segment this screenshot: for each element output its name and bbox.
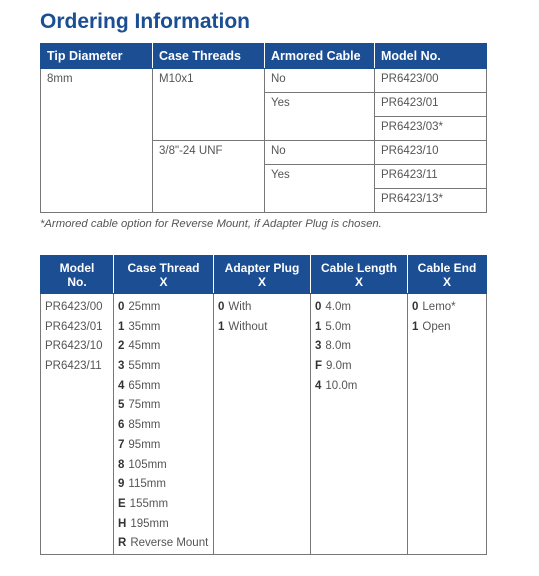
model-item: PR6423/11	[45, 360, 102, 373]
case-thread-option	[118, 300, 209, 320]
option-label: 65mm	[128, 379, 161, 392]
option-code: 0	[218, 301, 225, 313]
model-cell: PR6423/10	[375, 141, 487, 165]
header-line: Model	[59, 260, 95, 275]
option-label: Lemo*	[422, 301, 456, 313]
option-label: 45mm	[128, 340, 161, 353]
option-code: 1	[412, 320, 419, 333]
footnote: *Armored cable option for Reverse Mount, if Adapter Plug is chosen.	[40, 218, 382, 230]
header-line: Case Thread	[127, 260, 200, 275]
option-code: 1	[218, 320, 225, 333]
model-item: PR6423/01	[45, 320, 103, 333]
case-thread-option	[118, 339, 209, 359]
cable-length-option	[315, 320, 403, 340]
header-adapter-plug	[214, 256, 311, 294]
case-thread-option	[118, 398, 209, 418]
adapter-plug-option	[218, 320, 306, 340]
header-line: No.	[67, 274, 87, 289]
case-thread-option	[118, 320, 209, 340]
option-code: 8	[118, 458, 125, 471]
model-cell: PR6423/00	[375, 69, 487, 93]
ordering-table-header	[41, 44, 487, 69]
case-thread-option	[118, 418, 209, 438]
model-cell: PR6423/01	[375, 93, 487, 117]
option-label: 85mm	[128, 419, 161, 432]
option-label: With	[228, 301, 252, 313]
option-label: 25mm	[128, 301, 161, 313]
header-cable-length	[311, 256, 408, 294]
option-code: 0	[315, 301, 322, 313]
option-label: 75mm	[128, 399, 161, 412]
armored-cell: No	[265, 141, 375, 165]
option-label: 5.0m	[325, 320, 351, 333]
header-model-no	[41, 256, 114, 294]
model-cell: PR6423/11	[375, 165, 487, 189]
cable-end-option	[412, 300, 482, 320]
option-label: Open	[422, 320, 451, 333]
model-cell: PR6423/03*	[375, 117, 487, 141]
cable-end-option	[412, 320, 482, 340]
option-code: 3	[315, 340, 322, 353]
header-line: X	[442, 274, 451, 289]
option-label: 55mm	[128, 360, 161, 373]
option-code: 7	[118, 438, 125, 451]
header-model-no: Model No.	[375, 44, 487, 69]
page-title: Ordering Information	[40, 10, 250, 33]
tip-diameter-cell: 8mm	[41, 69, 153, 213]
model-item: PR6423/00	[45, 301, 103, 313]
cable-length-list	[311, 294, 408, 555]
header-line: X	[159, 274, 168, 289]
option-code: 4	[118, 379, 125, 392]
configuration-table-header	[41, 256, 487, 294]
option-code: R	[118, 537, 127, 550]
header-line: Cable Length	[320, 260, 397, 275]
header-cable-end	[408, 256, 487, 294]
option-label: 4.0m	[325, 301, 351, 313]
option-label: Reverse Mount	[130, 537, 209, 550]
option-label: 195mm	[130, 517, 169, 530]
cable-end-list	[408, 294, 487, 555]
header-tip-diameter: Tip Diameter	[41, 44, 153, 69]
adapter-plug-option	[218, 300, 306, 320]
case-thread-option	[118, 438, 209, 458]
cable-length-option	[315, 359, 403, 379]
option-code: F	[315, 360, 323, 373]
header-case-thread	[114, 256, 214, 294]
table-row	[41, 69, 487, 93]
option-code: 1	[315, 320, 322, 333]
option-label: Without	[228, 320, 268, 333]
cable-length-option	[315, 339, 403, 359]
case-thread-option	[118, 379, 209, 399]
armored-cell: No	[265, 69, 375, 93]
option-label: 10.0m	[325, 379, 358, 392]
cable-length-option	[315, 300, 403, 320]
adapter-plug-list	[214, 294, 311, 555]
configuration-table	[40, 255, 487, 555]
cable-length-option	[315, 379, 403, 399]
option-label: 8.0m	[325, 340, 351, 353]
option-code: 5	[118, 399, 125, 412]
header-armored-cable: Armored Cable	[265, 44, 375, 69]
header-line: X	[354, 274, 363, 289]
armored-cell: Yes	[265, 165, 375, 213]
option-label: 35mm	[128, 320, 161, 333]
ordering-table	[40, 43, 487, 213]
header-case-threads: Case Threads	[153, 44, 265, 69]
option-code: 6	[118, 419, 125, 432]
option-code: 9	[118, 478, 125, 491]
option-code: 1	[118, 320, 125, 333]
model-cell: PR6423/13*	[375, 189, 487, 213]
case-thread-option	[118, 536, 209, 550]
option-label: 105mm	[128, 458, 167, 471]
model-list	[41, 294, 114, 555]
option-label: 9.0m	[326, 360, 352, 373]
option-code: 3	[118, 360, 125, 373]
armored-cell: Yes	[265, 93, 375, 141]
model-item: PR6423/10	[45, 340, 103, 353]
case-thread-option	[118, 477, 209, 497]
option-code: H	[118, 517, 127, 530]
case-thread-cell: M10x1	[153, 69, 265, 141]
option-code: 0	[118, 301, 125, 313]
option-code: 4	[315, 379, 322, 392]
option-label: 115mm	[128, 478, 166, 491]
case-thread-option	[118, 497, 209, 517]
case-thread-option	[118, 517, 209, 537]
header-line: Cable End	[417, 260, 477, 275]
case-thread-option	[118, 359, 209, 379]
table-row	[41, 294, 487, 555]
case-thread-option	[118, 458, 209, 478]
case-thread-cell: 3/8"-24 UNF	[153, 141, 265, 213]
case-thread-list	[114, 294, 214, 555]
header-line: X	[257, 274, 266, 289]
option-code: E	[118, 497, 126, 510]
option-label: 95mm	[128, 438, 161, 451]
option-code: 2	[118, 340, 125, 353]
header-line: Adapter Plug	[224, 260, 300, 275]
option-code: 0	[412, 301, 419, 313]
option-label: 155mm	[129, 497, 169, 510]
